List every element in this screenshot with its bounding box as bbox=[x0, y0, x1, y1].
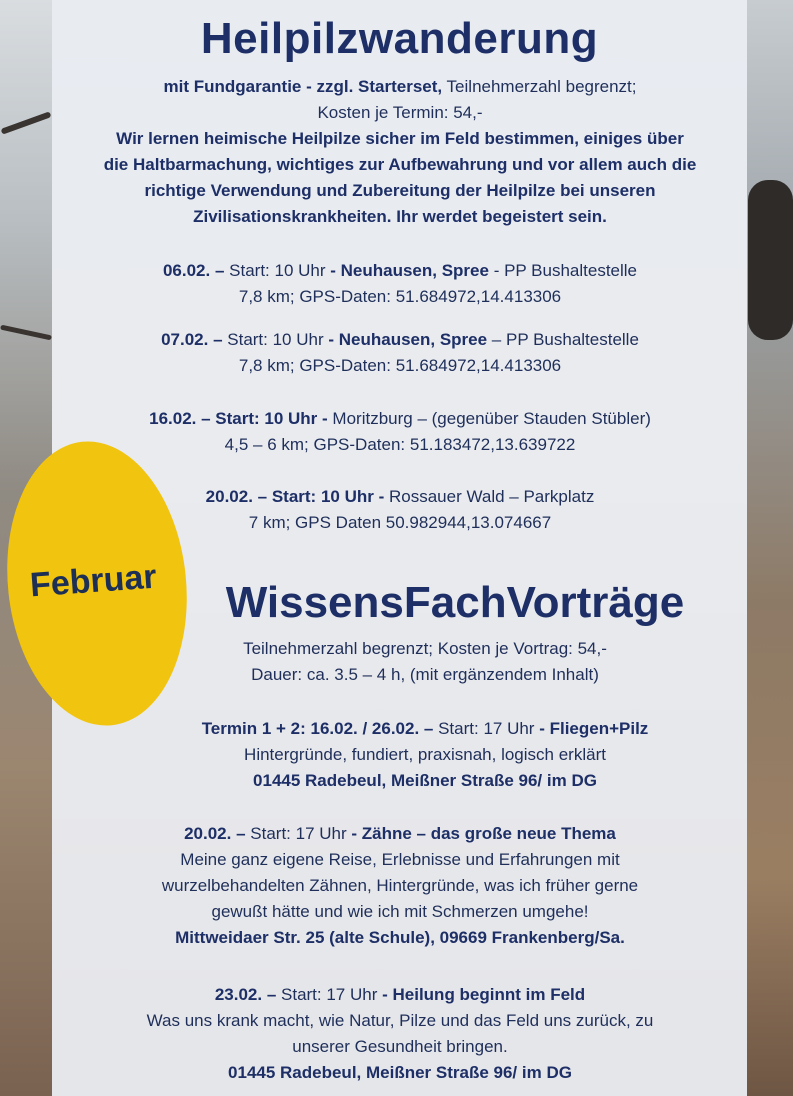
lecture-address: 01445 Radebeul, Meißner Straße 96/ im DG bbox=[253, 771, 597, 790]
intro-desc-line: richtige Verwendung und Zubereitung der Heilpilze bei unseren bbox=[144, 181, 656, 200]
hike-entry: 16.02. – Start: 10 Uhr - Moritzburg – (gegenüber Stauden Stübler) 4,5 – 6 km; GPS-Daten: 51.183472,13.639722 bbox=[149, 409, 651, 454]
lectures-title: WissensFachVorträge bbox=[225, 578, 685, 627]
forest-background-right bbox=[747, 0, 793, 1096]
lecture-address: 01445 Radebeul, Meißner Straße 96/ im DG bbox=[228, 1063, 572, 1082]
lecture-entry: 20.02. – Start: 17 Uhr - Zähne – das große neue Thema Meine ganz eigene Reise, Erlebnisse und Erfahrungen mit wurzelbehandelten Zähnen, Hintergründe, was ich früher gerne gewußt hätte und wie ich mit Schmerzen umgehe! Mittweidaer Str. 25 (alte Schule), 09669 Frankenberg/Sa. bbox=[60, 821, 740, 951]
lecture-address: Mittweidaer Str. 25 (alte Schule), 09669 Frankenberg/Sa. bbox=[175, 928, 625, 947]
lecture-entry: Termin 1 + 2: 16.02. / 26.02. – Start: 17 Uhr - Fliegen+Pilz Hintergründe, fundiert, praxisnah, logisch erklärt 01445 Radebeul, Meißner Straße 96/ im DG bbox=[95, 716, 755, 794]
lectures-intro: Teilnehmerzahl begrenzt; Kosten je Vortrag: 54,- Dauer: ca. 3.5 – 4 h, (mit ergänzendem Inhalt) bbox=[243, 639, 607, 684]
intro-section bbox=[60, 74, 740, 230]
intro-line-2: Kosten je Termin: 54,- bbox=[317, 103, 483, 122]
hike-entry: 20.02. – Start: 10 Uhr - Rossauer Wald – Parkplatz 7 km; GPS Daten 50.982944,13.074667 bbox=[205, 487, 595, 532]
month-badge-label: Februar bbox=[28, 557, 158, 605]
intro-desc-line: die Haltbarmachung, wichtiges zur Aufbewahrung und vor allem auch die bbox=[103, 155, 697, 174]
lecture-entry: 23.02. – Start: 17 Uhr - Heilung beginnt im Feld Was uns krank macht, wie Natur, Pilze und das Feld uns zurück, zu unserer Gesundheit bringen. 01445 Radebeul, Meißner Straße 96/ im DG bbox=[60, 982, 740, 1086]
hike-entry: 07.02. – Start: 10 Uhr - Neuhausen, Spree – PP Bushaltestelle 7,8 km; GPS-Daten: 51.684972,14.413306 bbox=[161, 330, 639, 375]
page-title: Heilpilzwanderung bbox=[200, 14, 599, 63]
intro-line-1: mit Fundgarantie - zzgl. Starterset, Teilnehmerzahl begrenzt; bbox=[163, 77, 637, 96]
tree-fungus-decoration bbox=[748, 180, 793, 340]
intro-desc-line: Zivilisationskrankheiten. Ihr werdet begeistert sein. bbox=[193, 207, 607, 226]
intro-desc-line: Wir lernen heimische Heilpilze sicher im Feld bestimmen, einiges über bbox=[116, 129, 684, 148]
hike-entry: 06.02. – Start: 10 Uhr - Neuhausen, Spree - PP Bushaltestelle 7,8 km; GPS-Daten: 51.684972,14.413306 bbox=[162, 261, 638, 306]
